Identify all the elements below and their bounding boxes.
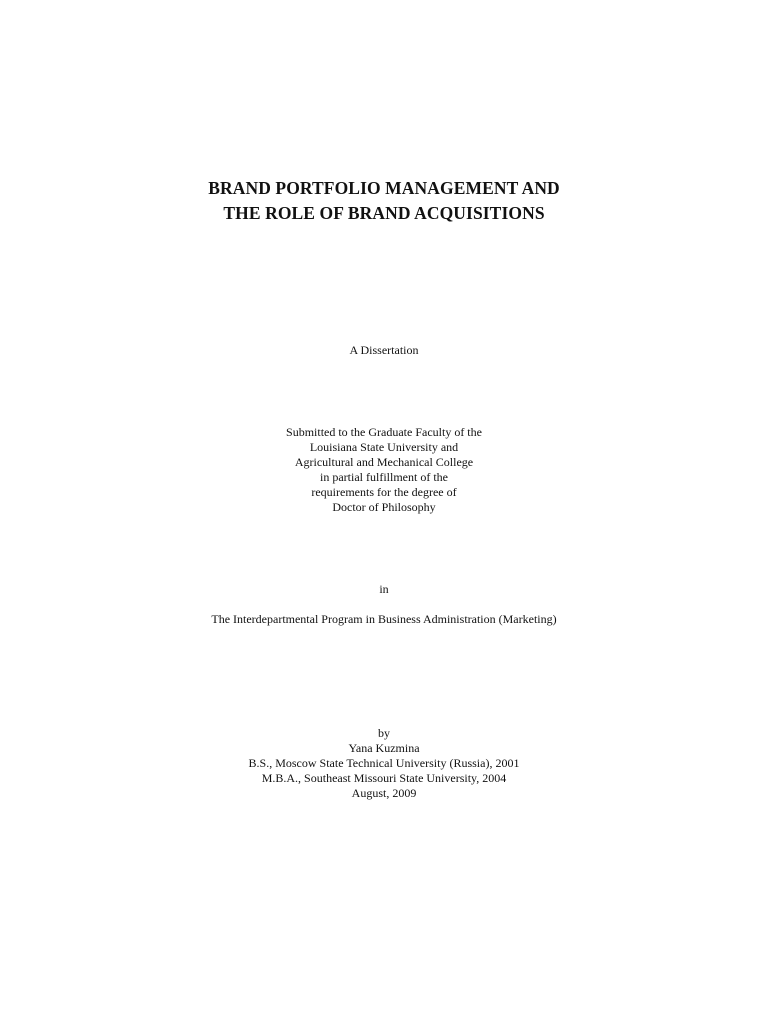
submission-line-3: Agricultural and Mechanical College [294, 455, 474, 469]
submission-line-5: requirements for the degree of [311, 485, 457, 499]
document-type: A Dissertation [349, 343, 419, 357]
submission-line-4: in partial fulfillment of the [320, 470, 448, 484]
title-line-2: THE ROLE OF BRAND ACQUISITIONS [223, 203, 545, 223]
author-name: Yana Kuzmina [348, 741, 420, 755]
prior-degree-2: M.B.A., Southeast Missouri State University, 2004 [261, 771, 507, 785]
submission-line-2: Louisiana State University and [309, 440, 459, 454]
author-byline [0, 726, 768, 801]
dissertation-title [0, 176, 768, 226]
submission-date: August, 2009 [351, 786, 417, 800]
by-word: by [378, 726, 390, 740]
submission-statement [0, 425, 768, 515]
program-name: The Interdepartmental Program in Business Administration (Marketing) [211, 612, 557, 626]
submission-line-6: Doctor of Philosophy [332, 500, 436, 514]
prior-degree-1: B.S., Moscow State Technical University (Russia), 2001 [248, 756, 520, 770]
submission-line-1: Submitted to the Graduate Faculty of the [286, 425, 482, 439]
in-word: in [379, 582, 389, 596]
title-line-1: BRAND PORTFOLIO MANAGEMENT AND [208, 178, 560, 198]
